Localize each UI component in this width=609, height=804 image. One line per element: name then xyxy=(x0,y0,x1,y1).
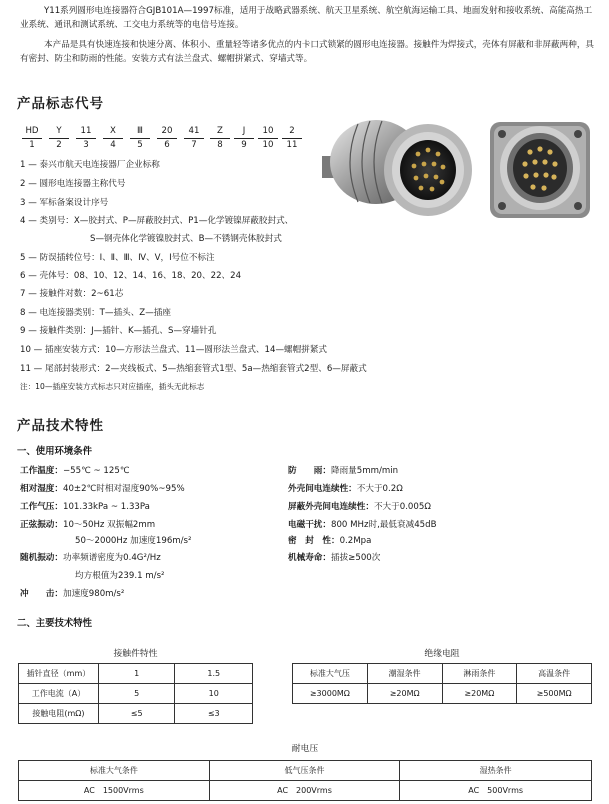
code-part: 20 xyxy=(161,126,173,136)
env-value: −55℃ ~ 125℃ xyxy=(62,466,130,476)
env-right-row xyxy=(288,464,398,476)
table-cell: 10 xyxy=(175,684,253,704)
code-part: Z xyxy=(217,126,223,136)
table-cell: ≥3000MΩ xyxy=(293,684,368,704)
code-legend-item: 10 — 插座安装方式：10—方形法兰盘式、11—圆形法兰盘式、14—螺帽拼紧式 xyxy=(20,345,328,355)
code-legend-item: 9 — 接触件类别：J—插针、K—插孔、S—穿墙针孔 xyxy=(20,326,217,336)
env-left-row xyxy=(20,587,124,599)
env-right-row xyxy=(288,482,403,494)
env-value: 降雨量5mm/min xyxy=(330,466,399,476)
code-part: Ⅲ xyxy=(137,126,143,136)
table-header-cell: 高温条件 xyxy=(517,664,592,684)
env-value: 不大于0.2Ω xyxy=(356,484,403,494)
table-cell: ≥20MΩ xyxy=(367,684,442,704)
env-value: 加速度980m/s² xyxy=(62,589,125,599)
env-value: 800 MHz时,最低衰减45dB xyxy=(330,520,437,530)
env-value: 40±2℃时相对湿度90%~95% xyxy=(62,484,185,494)
code-number: 6 xyxy=(157,138,177,150)
voltage-table xyxy=(18,760,592,801)
env-key: 防 雨： xyxy=(288,466,331,476)
table-cell: AC 200Vrms xyxy=(209,781,400,801)
code-legend-item: 6 — 壳体号：08、10、12、14、16、18、20、22、24 xyxy=(20,271,242,281)
intro-paragraph-1: Y11系列圆形电连接器符合GJB101A—1997标准，适用于战略武器系统、航天卫星系统、航空航海运输工具、地面发射和接收系统、高能高热工业系统、通讯和测试系统、工交电力系统等的电信号连接。 xyxy=(20,6,593,31)
env-value: 50～2000Hz 加速度196m/s² xyxy=(75,536,192,546)
env-key: 正弦振动： xyxy=(20,520,63,530)
table-row xyxy=(19,704,253,724)
code-number: 7 xyxy=(184,138,204,150)
insulation-table-caption: 绝缘电阻 xyxy=(424,649,460,659)
code-number: 8 xyxy=(210,138,230,150)
code-legend-item: 3 — 军标备案设计序号 xyxy=(20,198,109,208)
table-cell: 5 xyxy=(98,684,175,704)
table-cell: ≤3 xyxy=(175,704,253,724)
code-part: Y xyxy=(56,126,62,136)
insulation-table xyxy=(292,663,592,704)
env-value: 功率频谱密度为0.4G²/Hz xyxy=(62,553,161,563)
env-key: 工作气压： xyxy=(20,502,63,512)
env-right-row xyxy=(288,500,431,512)
env-value: 10～50Hz 双振幅2mm xyxy=(62,520,156,530)
table-header-cell: 低气压条件 xyxy=(209,761,400,781)
code-legend-item: 8 — 电连接器类别：T—插头、Z—插座 xyxy=(20,308,171,318)
table-header-row xyxy=(293,664,592,684)
table-cell: 插针直径（mm） xyxy=(19,664,99,684)
code-legend-item: 5 — 防误插转位号：Ⅰ、Ⅱ、Ⅲ、Ⅳ、Ⅴ，Ⅰ号位不标注 xyxy=(20,253,215,263)
env-key: 屏蔽外壳间电连续性： xyxy=(288,502,374,512)
env-key: 电磁干扰： xyxy=(288,520,331,530)
table-cell: AC 500Vrms xyxy=(400,781,592,801)
env-key: 外壳间电连续性： xyxy=(288,484,357,494)
code-part: 11 xyxy=(80,126,92,136)
code-part: HD xyxy=(25,126,39,136)
table-row xyxy=(19,664,253,684)
env-key: 机械寿命： xyxy=(288,553,331,563)
code-part: X xyxy=(110,126,116,136)
env-key: 密 封 性： xyxy=(288,536,340,546)
code-part: 10 xyxy=(262,126,274,136)
code-number: 3 xyxy=(76,138,96,150)
code-legend-item: S—钢壳体化学镀镍胶封式、B—不锈钢壳体胶封式 xyxy=(90,234,282,244)
table-cell: ≥20MΩ xyxy=(442,684,517,704)
section-title-code: 产品标志代号 xyxy=(17,96,104,112)
code-number: 10 xyxy=(258,138,278,150)
env-key: 随机振动： xyxy=(20,553,63,563)
table-row xyxy=(19,781,592,801)
env-left-row xyxy=(75,534,191,546)
table-row xyxy=(293,684,592,704)
env-key: 冲 击： xyxy=(20,589,63,599)
code-number: 5 xyxy=(130,138,150,150)
table-row xyxy=(19,684,253,704)
code-legend-item: 1 — 泰兴市航天电连接器厂企业标称 xyxy=(20,160,160,170)
env-value: 不大于0.005Ω xyxy=(373,502,431,512)
table-cell: 工作电流（A） xyxy=(19,684,99,704)
env-left-row xyxy=(20,464,130,476)
subsection-environment: 一、使用环境条件 xyxy=(17,446,93,457)
code-number: 1 xyxy=(22,138,42,150)
code-part: J xyxy=(242,126,246,136)
env-left-row xyxy=(20,518,155,530)
code-legend-item: 2 — 圆形电连接器主称代号 xyxy=(20,179,126,189)
table-cell: ≥500MΩ xyxy=(517,684,592,704)
table-cell: 1.5 xyxy=(175,664,253,684)
intro-paragraph-2: 本产品是具有快速连接和快速分离、体积小、重量轻等诸多优点的内卡口式锁紧的圆形电连接器。接触件为焊接式，壳体有屏蔽和非屏蔽两种，具有密封、防尘和防雨的性能。安装方式有法兰盘式、螺帽拼紧式、穿墙式等。 xyxy=(20,40,595,65)
contact-table xyxy=(18,663,253,724)
table-header-cell: 标准大气条件 xyxy=(19,761,210,781)
table-header-cell: 潮湿条件 xyxy=(367,664,442,684)
code-part: 41 xyxy=(188,126,200,136)
env-right-row xyxy=(288,518,437,530)
code-legend-item: 11 — 尾部封装形式：2—夹线板式、5—热缩套管式1型、5a—热缩套管式2型、6—屏蔽式 xyxy=(20,364,367,374)
env-value: 0.2Mpa xyxy=(339,536,372,546)
code-legend-item: 4 — 类别号：X—胶封式、P—屏蔽胶封式、P1—化学镀镍屏蔽胶封式、 xyxy=(20,216,294,226)
env-left-row xyxy=(75,569,165,581)
env-left-row xyxy=(20,551,161,563)
env-left-row xyxy=(20,482,185,494)
env-value: 101.33kPa ~ 1.33Pa xyxy=(62,502,150,512)
code-number: 2 xyxy=(49,138,69,150)
code-number: 4 xyxy=(103,138,123,150)
connector-receptacle-photo xyxy=(484,112,600,224)
code-legend-item: 7 — 接触件对数：2~61芯 xyxy=(20,289,124,299)
env-right-row xyxy=(288,534,371,546)
table-header-row xyxy=(19,761,592,781)
table-cell: AC 1500Vrms xyxy=(19,781,210,801)
contact-table-caption: 接触件特性 xyxy=(113,649,158,659)
code-legend-note: 注：10—插座安装方式标志只对应插座，插头无此标志 xyxy=(20,382,205,391)
table-header-cell: 淋雨条件 xyxy=(442,664,517,684)
table-header-cell: 标准大气压 xyxy=(293,664,368,684)
code-number: 9 xyxy=(234,138,254,150)
env-key: 工作温度： xyxy=(20,466,63,476)
voltage-table-caption: 耐电压 xyxy=(291,744,319,754)
connector-plug-photo xyxy=(318,112,478,224)
section-title-specs: 产品技术特性 xyxy=(17,418,104,434)
table-header-cell: 湿热条件 xyxy=(400,761,592,781)
table-cell: ≤5 xyxy=(98,704,175,724)
table-cell: 接触电阻(mΩ) xyxy=(19,704,99,724)
subsection-main-specs: 二、主要技术特性 xyxy=(17,618,93,629)
code-part: 2 xyxy=(289,126,295,136)
env-value: 均方根值为239.1 m/s² xyxy=(75,571,165,581)
table-cell: 1 xyxy=(98,664,175,684)
env-value: 插拔≥500次 xyxy=(330,553,381,563)
env-left-row xyxy=(20,500,150,512)
env-key: 相对湿度： xyxy=(20,484,63,494)
code-number: 11 xyxy=(282,138,302,150)
env-right-row xyxy=(288,551,380,563)
